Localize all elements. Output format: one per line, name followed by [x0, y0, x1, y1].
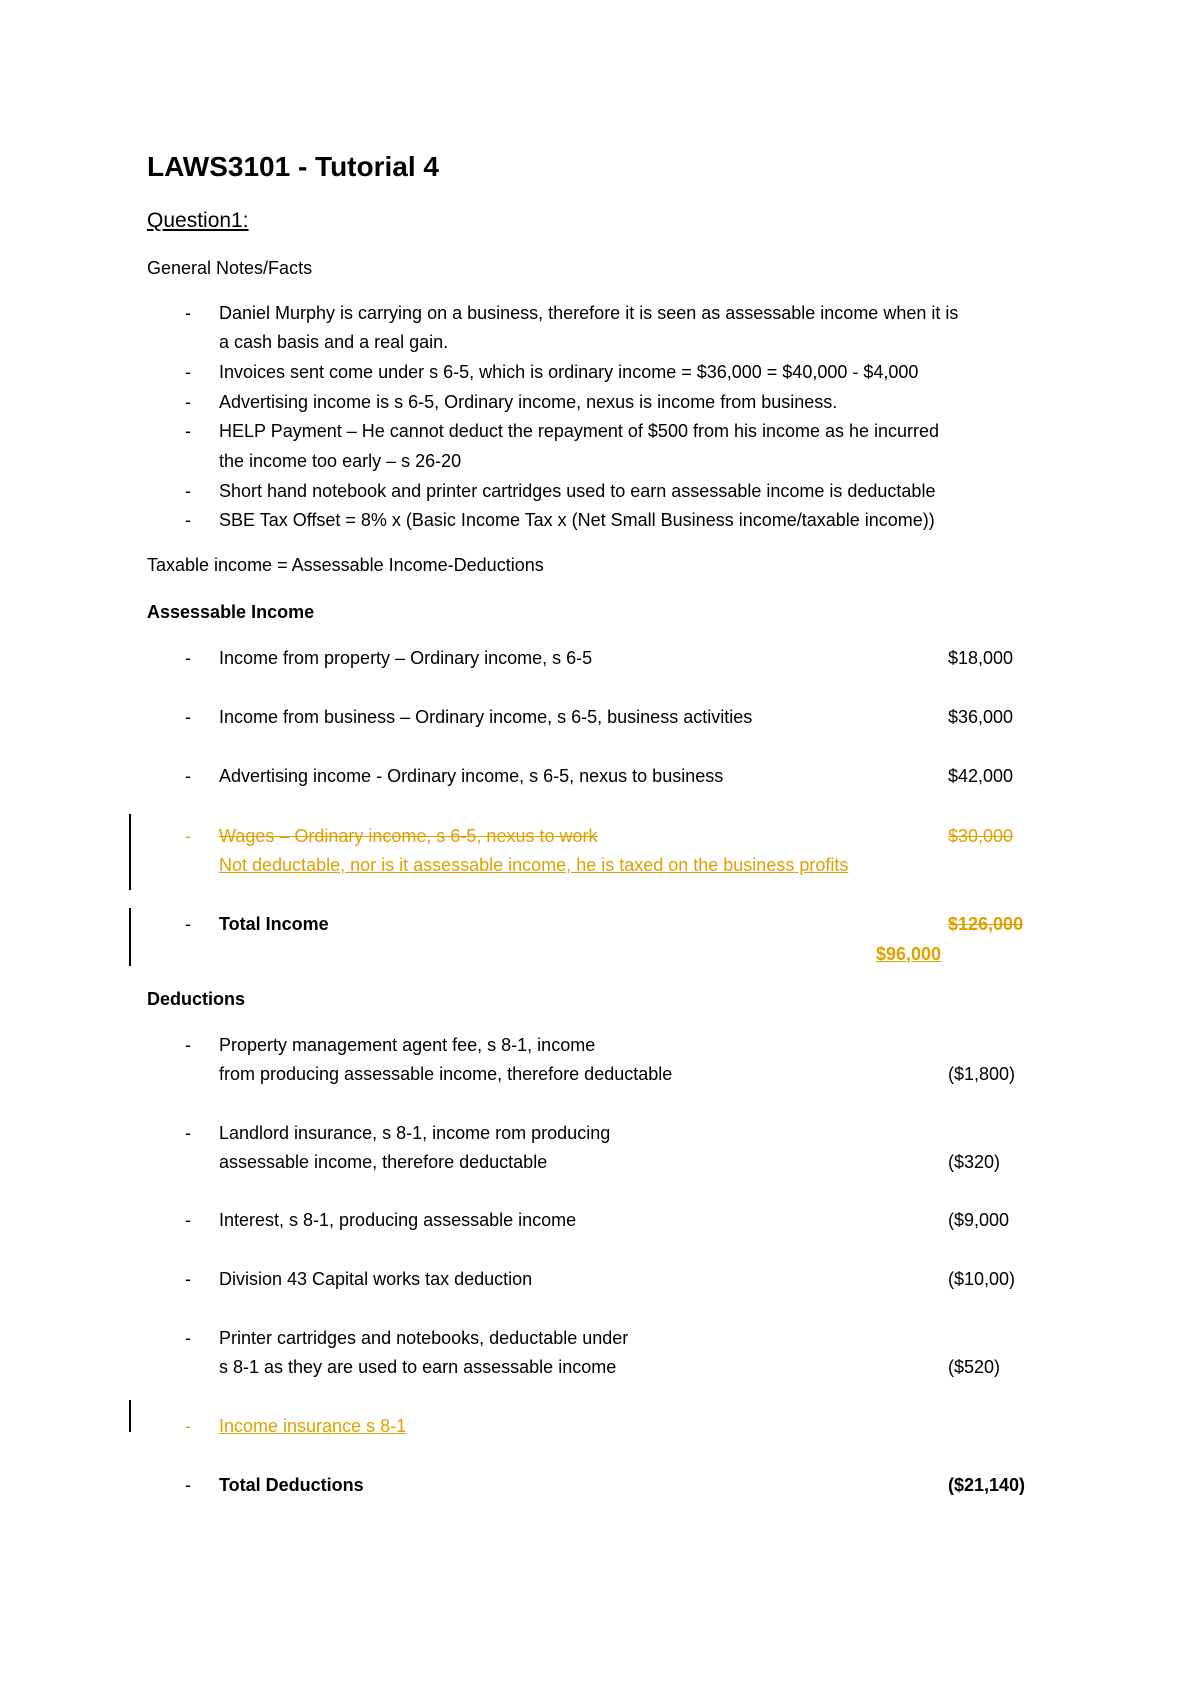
deduction-item-label: Printer cartridges and notebooks, deductable under: [219, 1328, 629, 1348]
change-bar: [129, 908, 131, 966]
bullet-dash: -: [185, 766, 191, 786]
total-income-label: Total Income: [219, 914, 329, 934]
question-heading: Question1:: [147, 209, 249, 232]
deduction-item-continuation: s 8-1 as they are used to earn assessable income: [219, 1357, 617, 1377]
income-item-label: Income from property – Ordinary income, s 6-5: [219, 648, 593, 668]
total-income-deleted: $126,000: [948, 914, 1024, 934]
bullet-dash: -: [185, 1123, 191, 1143]
note-item: SBE Tax Offset = 8% x (Basic Income Tax x (Net Small Business income/taxable income)): [219, 510, 935, 530]
bullet-dash: -: [185, 1035, 191, 1055]
deductions-heading: Deductions: [147, 989, 246, 1009]
change-bar: [129, 814, 131, 890]
wages-inserted-note: Not deductable, nor is it assessable income, he is taxed on the business profits: [219, 855, 849, 875]
bullet-dash: -: [185, 303, 191, 323]
deduction-item-amount: ($10,00): [948, 1269, 1016, 1289]
income-item-label: Income from business – Ordinary income, s 6-5, business activities: [219, 707, 753, 727]
wages-deleted-label: [219, 824, 1024, 848]
note-item: HELP Payment – He cannot deduct the repayment of $500 from his income as he incurred: [219, 421, 940, 441]
taxable-income-formula: Taxable income = Assessable Income-Deductions: [147, 555, 544, 575]
assessable-income-heading: Assessable Income: [147, 602, 315, 622]
bullet-dash: -: [185, 392, 191, 412]
note-item: Short hand notebook and printer cartridges used to earn assessable income is deductable: [219, 481, 936, 501]
note-item: Daniel Murphy is carrying on a business, therefore it is seen as assessable income when it is: [219, 303, 959, 323]
document-title: LAWS3101 - Tutorial 4: [147, 151, 439, 182]
income-item-amount: $18,000: [948, 648, 1014, 668]
total-deductions-label: Total Deductions: [219, 1475, 364, 1495]
note-item-continuation: the income too early – s 26-20: [219, 451, 462, 471]
bullet-dash: -: [185, 1328, 191, 1348]
note-item-continuation: a cash basis and a real gain.: [219, 332, 449, 352]
wages-deleted-amount: $30,000: [948, 826, 1014, 846]
deduction-item-label: Property management agent fee, s 8-1, income: [219, 1035, 596, 1055]
deduction-item-amount: ($520): [948, 1357, 1001, 1377]
deduction-item-label: Landlord insurance, s 8-1, income rom producing: [219, 1123, 611, 1143]
bullet-dash: -: [185, 362, 191, 382]
total-deductions-amount: ($21,140): [948, 1475, 1026, 1495]
deduction-item-label: Interest, s 8-1, producing assessable income: [219, 1210, 577, 1230]
deduction-item-continuation: from producing assessable income, therefore deductable: [219, 1064, 673, 1084]
bullet-dash: -: [185, 1416, 191, 1436]
note-item: Advertising income is s 6-5, Ordinary income, nexus is income from business.: [219, 392, 838, 412]
deduction-item-label: Division 43 Capital works tax deduction: [219, 1269, 533, 1289]
bullet-dash: -: [185, 648, 191, 668]
total-income-inserted: $96,000: [876, 944, 942, 964]
wages-label-text: Wages – Ordinary income, s 6-5, nexus to work: [219, 826, 598, 846]
deduction-item-amount: ($9,000: [948, 1210, 1010, 1230]
change-bar: [129, 1400, 131, 1432]
income-item-amount: $36,000: [948, 707, 1014, 727]
bullet-dash: -: [185, 421, 191, 441]
income-item-amount: $42,000: [948, 766, 1014, 786]
bullet-dash: -: [185, 707, 191, 727]
bullet-dash: -: [185, 1269, 191, 1289]
deduction-item-continuation: assessable income, therefore deductable: [219, 1152, 548, 1172]
bullet-dash: -: [185, 826, 191, 846]
note-item: Invoices sent come under s 6-5, which is ordinary income = $36,000 = $40,000 - $4,000: [219, 362, 919, 382]
bullet-dash: -: [185, 481, 191, 501]
deduction-item-amount: ($1,800): [948, 1064, 1016, 1084]
bullet-dash: -: [185, 914, 191, 934]
notes-heading: General Notes/Facts: [147, 258, 313, 278]
income-item-label: Advertising income - Ordinary income, s 6-5, nexus to business: [219, 766, 724, 786]
bullet-dash: -: [185, 510, 191, 530]
deduction-item-amount: ($320): [948, 1152, 1001, 1172]
bullet-dash: -: [185, 1475, 191, 1495]
bullet-dash: -: [185, 1210, 191, 1230]
deduction-inserted-item: Income insurance s 8-1: [219, 1416, 407, 1436]
